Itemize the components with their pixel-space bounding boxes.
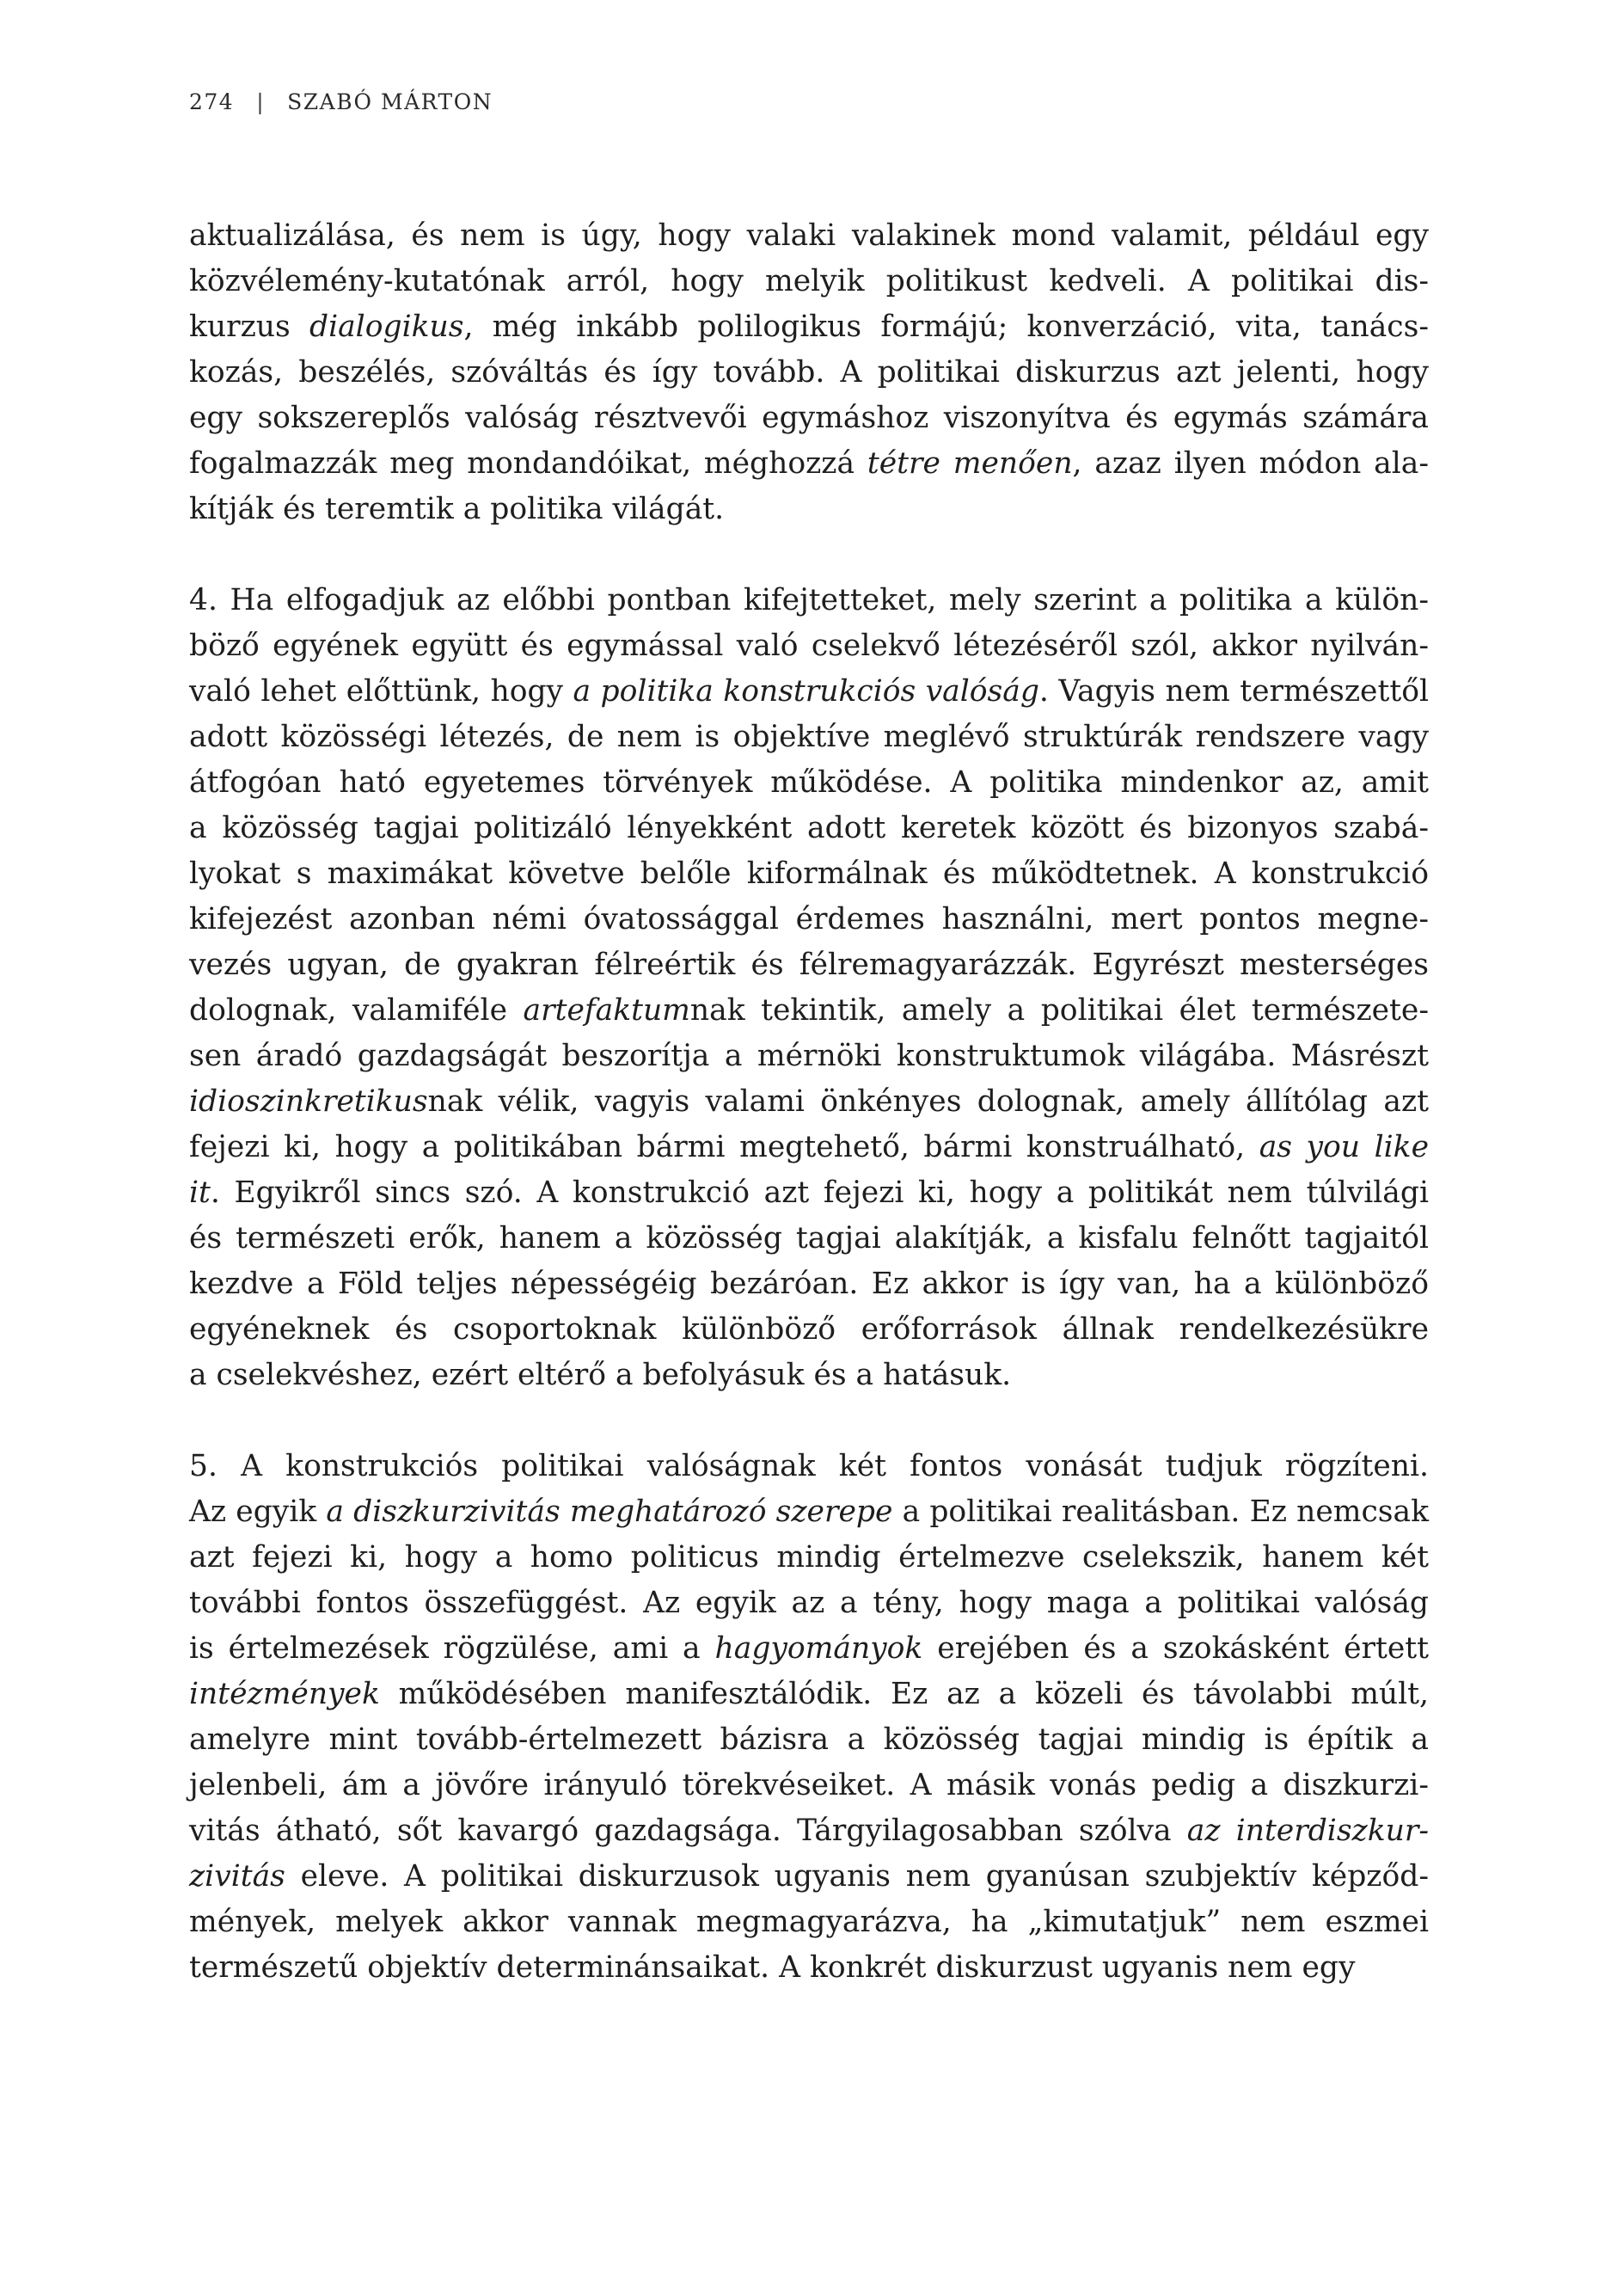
text-segment: fogalmazzák meg mondandóikat, méghozzá: [189, 446, 867, 481]
text-segment: 5. A konstrukciós politikai valóságnak két fontos vonását tudjuk rögzíteni.: [189, 1449, 1429, 1483]
text-line: [189, 1170, 1429, 1216]
text-line: [189, 396, 1429, 441]
text-line: [189, 1444, 1429, 1489]
text-line: [189, 1307, 1429, 1353]
text-line: [189, 1581, 1429, 1626]
text-segment: kezdve a Föld teljes népességéig bezáróan. Ez akkor is így van, ha a különböző: [189, 1267, 1429, 1301]
italic-text: artefaktum: [523, 993, 690, 1028]
text-line: [189, 350, 1429, 396]
text-segment: vezés ugyan, de gyakran félreértik és félremagyarázzák. Egyrészt mesterséges: [189, 948, 1429, 982]
text-line: [189, 1717, 1429, 1763]
italic-text: tétre menően: [867, 446, 1073, 481]
italic-text: dialogikus: [309, 310, 464, 344]
text-line: [189, 1353, 1429, 1398]
text-line: [189, 304, 1429, 350]
text-line: [189, 1900, 1429, 1945]
text-segment: további fontos összefüggést. Az egyik az a tény, hogy maga a politikai valóság: [189, 1586, 1429, 1620]
paragraph: [189, 213, 1429, 532]
text-segment: a politikai realitásban. Ez nemcsak: [892, 1495, 1429, 1529]
text-segment: kozás, beszélés, szóváltás és így tovább. A politikai diskurzus azt jelenti, hogy: [189, 355, 1429, 390]
text-line: [189, 1125, 1429, 1170]
text-line: [189, 1854, 1429, 1900]
text-line: [189, 441, 1429, 487]
text-segment: . Vagyis nem természettől: [1038, 674, 1429, 709]
text-segment: is értelmezések rögzülése, ami a: [189, 1631, 715, 1666]
text-segment: nak vélik, vagyis valami önkényes dolognak, amely állítólag azt: [427, 1084, 1429, 1119]
text-line: [189, 1808, 1429, 1854]
text-line: [189, 1945, 1429, 1991]
text-segment: aktualizálása, és nem is úgy, hogy valaki valakinek mond valamit, például egy: [189, 218, 1429, 253]
text-segment: erejében és a szokásként értett: [922, 1631, 1429, 1666]
italic-text: it: [189, 1176, 211, 1210]
text-segment: lyokat s maximákat követve belőle kiformálnak és működtetnek. A konstrukció: [189, 856, 1429, 891]
text-segment: egy sokszereplős valóság résztvevői egymáshoz viszonyítva és egymás számára: [189, 401, 1429, 435]
text-line: [189, 1489, 1429, 1535]
text-segment: kifejezést azonban némi óvatossággal érdemes használni, mert pontos megne-: [189, 902, 1429, 936]
text-line: [189, 213, 1429, 259]
text-segment: . Egyikről sincs szó. A konstrukció azt fejezi ki, hogy a politikát nem túlvilági: [210, 1176, 1429, 1210]
text-segment: azt fejezi ki, hogy a homo politicus mindig értelmezve cselekszik, hanem két: [189, 1540, 1429, 1575]
italic-text: idioszinkretikus: [189, 1084, 428, 1119]
text-line: [189, 1034, 1429, 1079]
text-segment: kítják és teremtik a politika világát.: [189, 492, 725, 526]
text-segment: amelyre mint tovább-értelmezett bázisra a közösség tagjai mindig is építik a: [189, 1722, 1429, 1757]
text-segment: a közösség tagjai politizáló lényekként adott keretek között és bizonyos szabá-: [189, 811, 1429, 845]
text-segment: 4. Ha elfogadjuk az előbbi pontban kifejtetteket, mely szerint a politika a külön-: [189, 583, 1429, 617]
text-segment: mények, melyek akkor vannak megmagyarázva, ha „kimutatjuk” nem eszmei: [189, 1905, 1429, 1939]
italic-text: az interdiszkur-: [1186, 1814, 1429, 1848]
text-segment: természetű objektív determinánsaikat. A konkrét diskurzust ugyanis nem egy: [189, 1950, 1356, 1985]
page-number: 274: [189, 89, 235, 114]
text-segment: vitás átható, sőt kavargó gazdagsága. Tárgyilagosabban szólva: [189, 1814, 1187, 1848]
italic-text: a diszkurzivitás meghatározó szerepe: [326, 1495, 893, 1529]
italic-text: intézmények: [189, 1677, 380, 1711]
text-line: [189, 851, 1429, 897]
italic-text: zivitás: [189, 1859, 285, 1894]
text-segment: , még inkább polilogikus formájú; konverzáció, vita, tanács-: [463, 310, 1429, 344]
text-line: [189, 988, 1429, 1034]
text-segment: eleve. A politikai diskurzusok ugyanis nem gyanúsan szubjektív képződ-: [285, 1859, 1429, 1894]
text-line: [189, 1535, 1429, 1581]
text-segment: kurzus: [189, 310, 309, 344]
text-line: [189, 806, 1429, 851]
text-line: [189, 669, 1429, 715]
author-name: SZABÓ MÁRTON: [287, 89, 493, 114]
italic-text: as you like: [1259, 1130, 1430, 1164]
text-line: [189, 1079, 1429, 1125]
text-segment: Az egyik: [189, 1495, 327, 1529]
text-segment: jelenbeli, ám a jövőre irányuló törekvéseiket. A másik vonás pedig a diszkurzi-: [189, 1768, 1429, 1802]
text-line: [189, 1763, 1429, 1808]
text-segment: dolognak, valamiféle: [189, 993, 524, 1028]
text-line: [189, 578, 1429, 623]
text-segment: átfogóan ható egyetemes törvények működése. A politika mindenkor az, amit: [189, 765, 1429, 800]
text-segment: közvélemény-kutatónak arról, hogy melyik politikust kedveli. A politikai dis-: [189, 264, 1429, 298]
paragraph: [189, 1444, 1429, 1991]
text-line: [189, 1216, 1429, 1262]
text-line: [189, 623, 1429, 669]
text-line: [189, 760, 1429, 806]
text-segment: nak tekintik, amely a politikai élet természete-: [689, 993, 1429, 1028]
text-line: [189, 1626, 1429, 1672]
text-segment: egyéneknek és csoportoknak különböző erőforrások állnak rendelkezésükre: [189, 1312, 1429, 1347]
text-segment: a cselekvéshez, ezért eltérő a befolyásuk és a hatásuk.: [189, 1358, 1012, 1392]
text-line: [189, 487, 1429, 532]
text-line: [189, 1672, 1429, 1717]
header-separator: |: [256, 89, 266, 114]
text-segment: sen áradó gazdagságát beszorítja a mérnöki konstruktumok világába. Másrészt: [189, 1039, 1429, 1073]
text-line: [189, 715, 1429, 760]
italic-text: a politika konstrukciós valóság: [573, 674, 1039, 709]
running-head: [189, 89, 493, 114]
text-segment: fejezi ki, hogy a politikában bármi megtehető, bármi konstruálható,: [189, 1130, 1259, 1164]
text-segment: működésében manifesztálódik. Ez az a közeli és távolabbi múlt,: [379, 1677, 1429, 1711]
text-line: [189, 259, 1429, 304]
italic-text: hagyományok: [714, 1631, 923, 1666]
paragraph: [189, 578, 1429, 1398]
text-segment: és természeti erők, hanem a közösség tagjai alakítják, a kisfalu felnőtt tagjaitól: [189, 1221, 1429, 1255]
text-segment: , azaz ilyen módon ala-: [1072, 446, 1430, 481]
text-segment: való lehet előttünk, hogy: [189, 674, 573, 709]
text-segment: böző egyének együtt és egymással való cselekvő létezéséről szól, akkor nyilván-: [189, 629, 1429, 663]
text-line: [189, 942, 1429, 988]
text-line: [189, 1262, 1429, 1307]
body-text: [189, 213, 1429, 1991]
text-line: [189, 897, 1429, 942]
text-segment: adott közösségi létezés, de nem is objektíve meglévő struktúrák rendszere vagy: [189, 720, 1429, 754]
